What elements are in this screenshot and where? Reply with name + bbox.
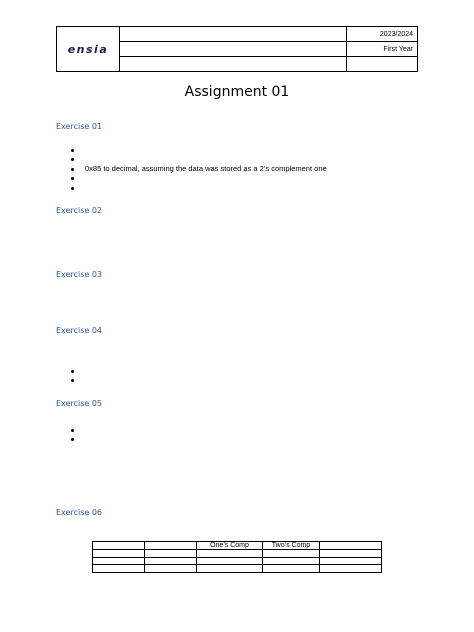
header-cell-empty (347, 57, 418, 72)
logo-cell (57, 27, 120, 72)
table-cell (145, 542, 197, 550)
list-item (66, 435, 85, 445)
year-cell: 2023/2024 (347, 27, 418, 42)
table-header-row (93, 542, 382, 550)
list-item (66, 155, 327, 165)
table-cell: One’s Comp (197, 542, 263, 550)
table-cell (263, 550, 320, 558)
table-cell (93, 542, 145, 550)
table-cell (145, 557, 197, 565)
table-cell (263, 565, 320, 573)
exercise-05-list (66, 425, 85, 444)
list-item (66, 376, 85, 386)
list-item (66, 425, 85, 435)
table-cell (93, 557, 145, 565)
list-item (66, 366, 85, 376)
header-cell-empty (120, 27, 347, 42)
table-cell (320, 550, 382, 558)
exercise-01-list (66, 145, 327, 193)
table-cell (145, 550, 197, 558)
table-cell (197, 557, 263, 565)
table-cell (197, 565, 263, 573)
complement-table (92, 541, 382, 573)
exercise-04-list (66, 366, 85, 385)
page-title: Assignment 01 (184, 84, 290, 100)
list-item (66, 145, 327, 155)
header-cell-empty (120, 42, 347, 57)
table-cell (320, 565, 382, 573)
table-row (93, 550, 382, 558)
list-item (66, 174, 327, 184)
header-table (56, 26, 418, 72)
level-cell: First Year (347, 42, 418, 57)
table-cell (263, 557, 320, 565)
table-cell (145, 565, 197, 573)
table-cell (93, 565, 145, 573)
list-item (66, 183, 327, 193)
table-cell (93, 550, 145, 558)
table-row (93, 557, 382, 565)
exercise-01-heading: Exercise 01 (56, 122, 103, 131)
exercise-05-heading: Exercise 05 (56, 399, 103, 408)
table-cell (320, 557, 382, 565)
header-cell-empty (120, 57, 347, 72)
table-row (93, 565, 382, 573)
exercise-06-heading: Exercise 06 (56, 508, 103, 517)
exercise-03-heading: Exercise 03 (56, 270, 103, 279)
list-item: 0x85 to decimal, assuming the data was stored as a 2’s complement one (66, 164, 327, 174)
exercise-02-heading: Exercise 02 (56, 206, 103, 215)
table-cell (320, 542, 382, 550)
ensia-logo: ensia (67, 42, 109, 56)
table-cell: Two’s Comp (263, 542, 320, 550)
exercise-04-heading: Exercise 04 (56, 326, 103, 335)
table-cell (197, 550, 263, 558)
